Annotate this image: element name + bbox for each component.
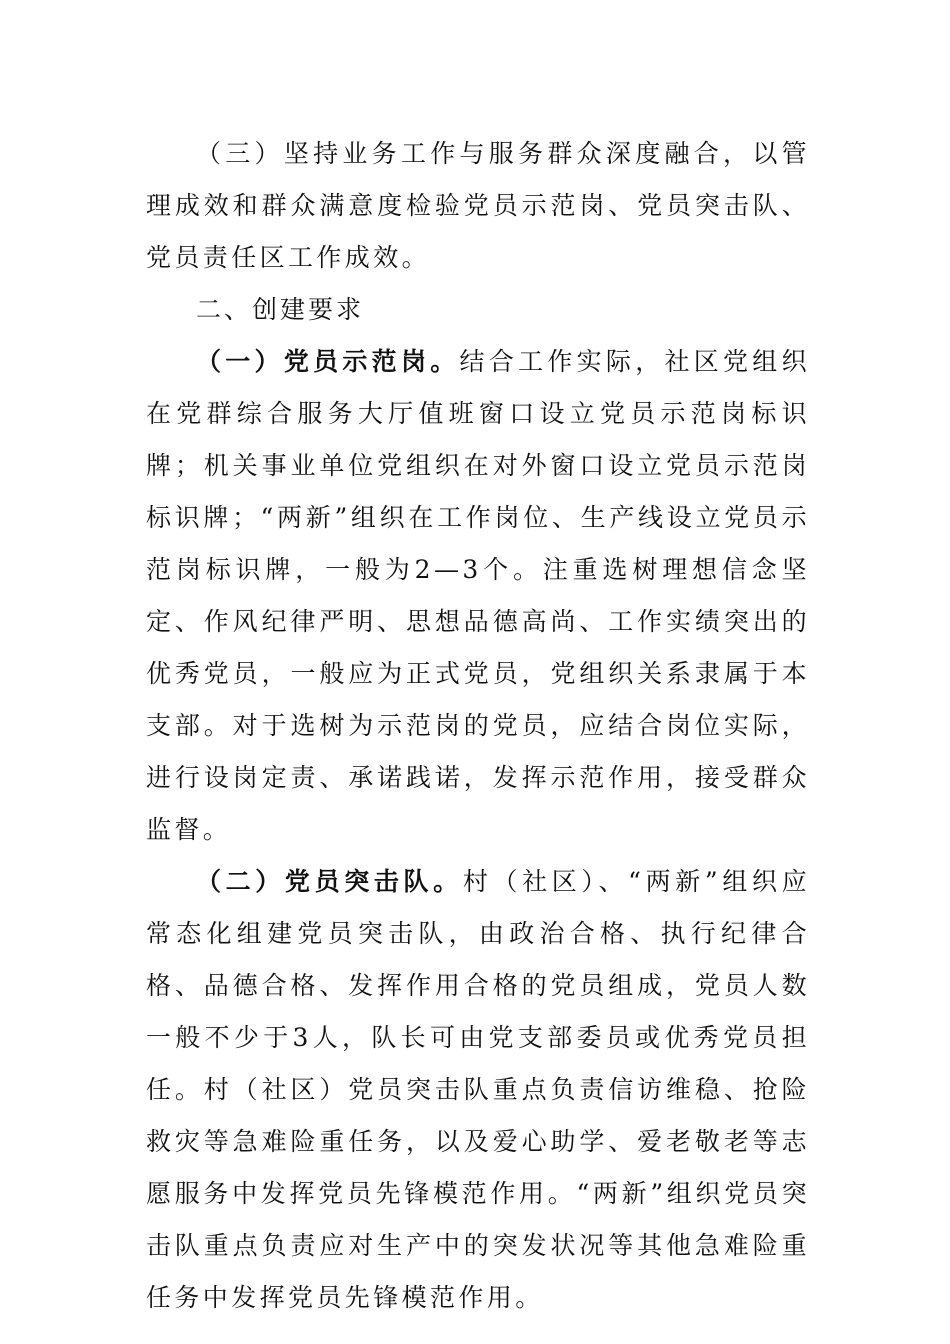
paragraph-text: （三）坚持业务工作与服务群众深度融合，以管理成效和群众满意度检验党员示范岗、党员突击队、党员责任区工作成效。 [146, 139, 810, 272]
paragraph-lead-bold: （二）党员突击队。 [196, 867, 463, 896]
paragraph-demonstration-post [146, 336, 810, 856]
paragraph-commando-team [146, 856, 810, 1324]
paragraph-lead-bold: （一）党员示范岗。 [196, 347, 460, 376]
paragraph-text: 村（社区）、“两新”组织应常态化组建党员突击队，由政治合格、执行纪律合格、品德合格、发挥作用合格的党员组成，党员人数一般不少于3人，队长可由党支部委员或优秀党员担任。村（社区）党员突击队重点负责信访维稳、抢险救灾等急难险重任务，以及爱心助学、爱老敬老等志愿服务中发挥党员先锋模范作用。“两新”组织党员突击队重点负责应对生产中的突发状况等其他急难险重任务中发挥党员先锋模范作用。 [146, 867, 811, 1312]
document-body [146, 128, 810, 1324]
section-heading-text: 二、创建要求 [196, 295, 365, 324]
section-heading-creation-requirements [146, 284, 810, 336]
paragraph-three-integration [146, 128, 810, 284]
paragraph-text: 结合工作实际，社区党组织在党群综合服务大厅值班窗口设立党员示范岗标识牌；机关事业单位党组织在对外窗口设立党员示范岗标识牌；“两新”组织在工作岗位、生产线设立党员示范岗标识牌，一般为2—3个。注重选树理想信念坚定、作风纪律严明、思想品德高尚、工作实绩突出的优秀党员，一般应为正式党员，党组织关系隶属于本支部。对于选树为示范岗的党员，应结合岗位实际，进行设岗定责、承诺践诺，发挥示范作用，接受群众监督。 [146, 347, 810, 844]
